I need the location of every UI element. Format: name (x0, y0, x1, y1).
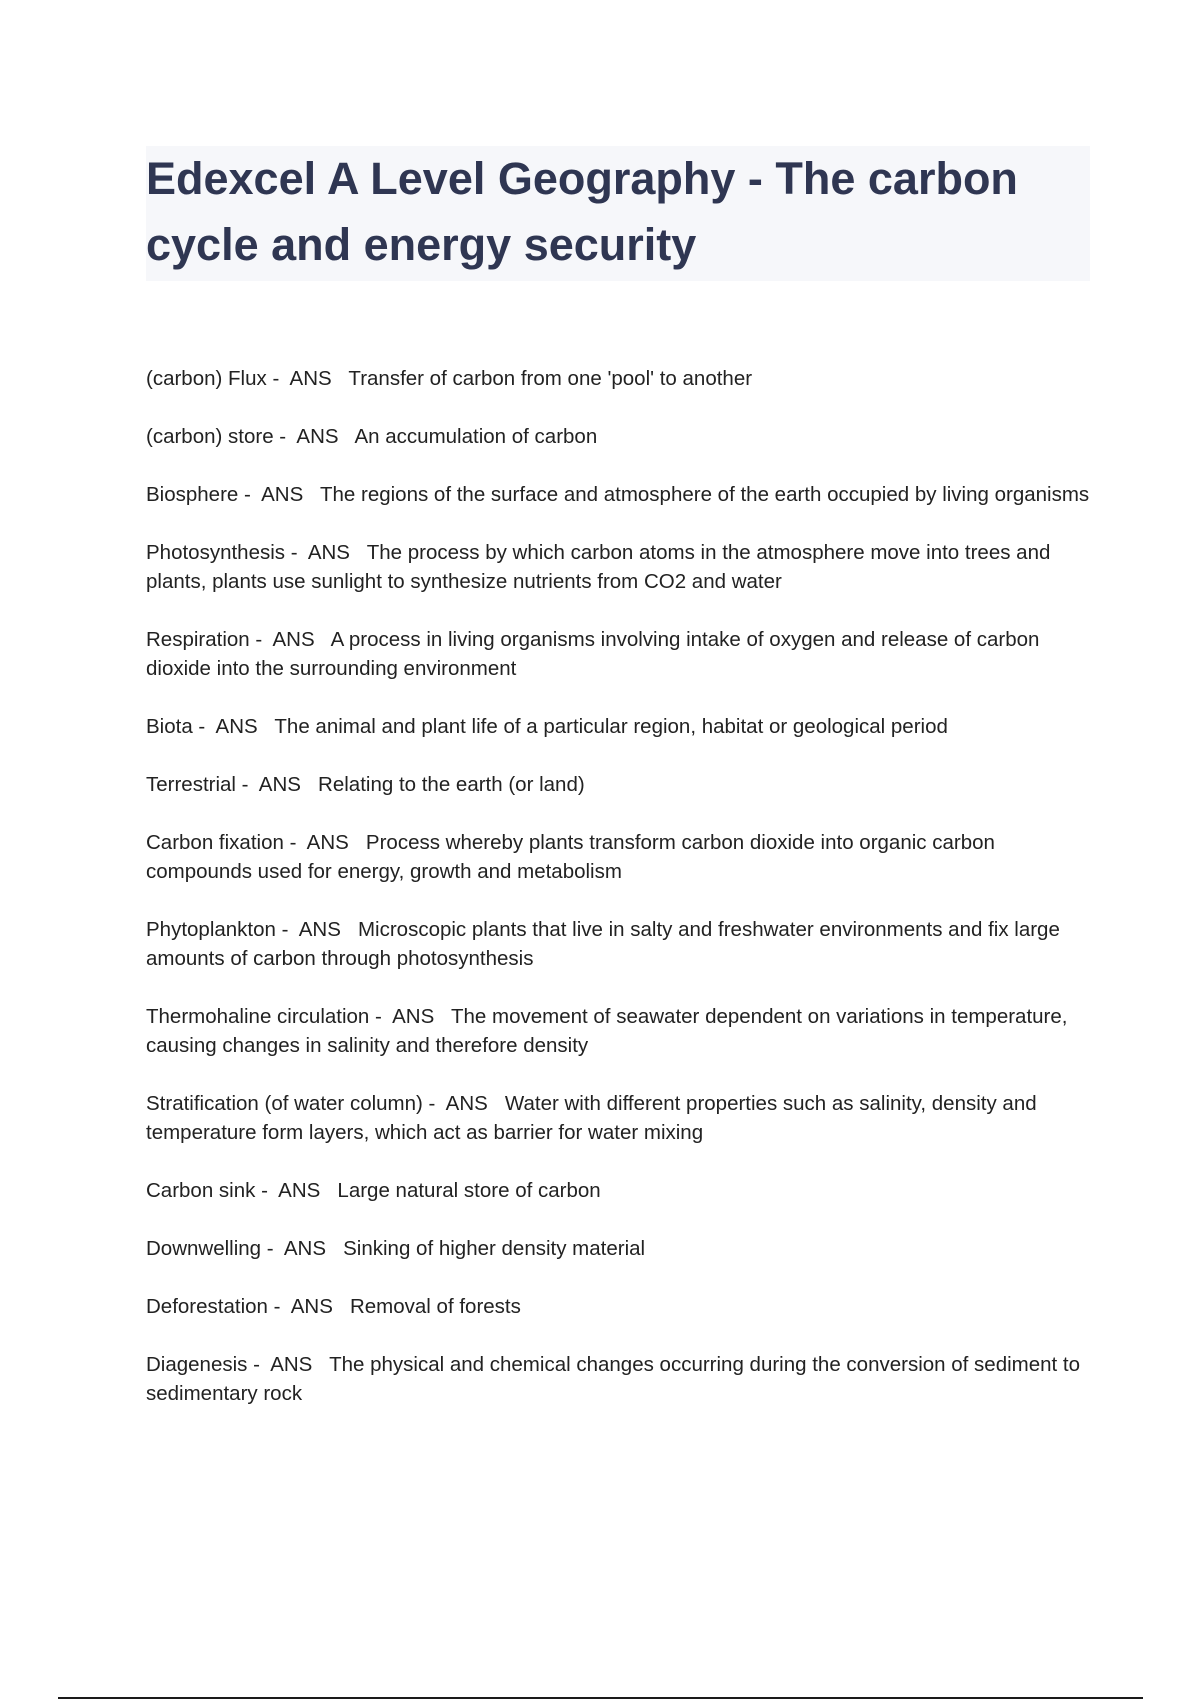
entry-definition: Microscopic plants that live in salty and freshwater environments and fix large amounts of carbon through photosynthesis (146, 918, 1066, 970)
entry-answer-marker: ANS (256, 483, 309, 506)
entry-term: Deforestation - (146, 1295, 287, 1318)
flashcard-entry (146, 1350, 1091, 1408)
entry-answer-marker: ANS (286, 1295, 339, 1318)
entry-answer-marker: ANS (279, 1237, 332, 1260)
flashcard-entry (146, 915, 1091, 973)
flashcard-entry (146, 1089, 1091, 1147)
flashcard-entry (146, 1234, 1091, 1263)
entry-term: (carbon) store - (146, 425, 292, 448)
entry-answer-marker: ANS (387, 1005, 440, 1028)
entry-answer-marker: ANS (291, 425, 345, 448)
entry-answer-marker: ANS (210, 715, 264, 738)
entry-definition: Water with different properties such as salinity, density and temperature form layers, which act as barrier for water mixing (146, 1092, 1043, 1144)
entry-term: Respiration - (146, 628, 268, 651)
flashcard-entry (146, 828, 1091, 886)
document-title: Edexcel A Level Geography - The carbon cycle and energy security (146, 153, 1018, 270)
flashcard-entry (146, 1002, 1091, 1060)
flashcard-entry (146, 1292, 1091, 1321)
entry-definition: The physical and chemical changes occurring during the conversion of sediment to sedimentary rock (146, 1353, 1086, 1405)
flashcard-entry (146, 1176, 1091, 1205)
entry-term: Photosynthesis - (146, 541, 304, 564)
entry-term: Carbon fixation - (146, 831, 303, 854)
entry-term: Terrestrial - (146, 773, 255, 796)
flashcard-entry (146, 538, 1091, 596)
entry-answer-marker: ANS (254, 773, 307, 796)
entry-term: (carbon) Flux - (146, 367, 285, 390)
entry-answer-marker: ANS (284, 367, 338, 390)
entry-term: Biota - (146, 715, 211, 738)
entry-answer-marker: ANS (303, 541, 356, 564)
entry-definition: The movement of seawater dependent on variations in temperature, causing changes in salinity and therefore density (146, 1005, 1074, 1057)
entry-definition: Large natural store of carbon (326, 1179, 601, 1202)
flashcard-list (146, 364, 1091, 1437)
entry-term: Stratification (of water column) - (146, 1092, 442, 1115)
entry-answer-marker: ANS (265, 1353, 319, 1376)
entry-answer-marker: ANS (441, 1092, 494, 1115)
flashcard-entry (146, 480, 1091, 509)
footer-divider (58, 1697, 1143, 1699)
entry-answer-marker: ANS (267, 628, 321, 651)
entry-term: Carbon sink - (146, 1179, 274, 1202)
flashcard-entry (146, 712, 1091, 741)
entry-answer-marker: ANS (302, 831, 355, 854)
entry-answer-marker: ANS (273, 1179, 327, 1202)
entry-term: Thermohaline circulation - (146, 1005, 388, 1028)
entry-definition: The animal and plant life of a particular region, habitat or geological period (263, 715, 948, 738)
entry-term: Phytoplankton - (146, 918, 295, 941)
entry-definition: Process whereby plants transform carbon dioxide into organic carbon compounds used for energy, growth and metabolism (146, 831, 1001, 883)
entry-term: Diagenesis - (146, 1353, 266, 1376)
entry-answer-marker: ANS (294, 918, 347, 941)
entry-term: Biosphere - (146, 483, 257, 506)
entry-definition: Transfer of carbon from one 'pool' to another (337, 367, 753, 390)
title-banner (146, 146, 1090, 281)
entry-definition: Removal of forests (338, 1295, 521, 1318)
flashcard-entry (146, 770, 1091, 799)
flashcard-entry (146, 364, 1091, 393)
entry-term: Downwelling - (146, 1237, 280, 1260)
entry-definition: Relating to the earth (or land) (306, 773, 585, 796)
flashcard-entry (146, 422, 1091, 451)
flashcard-entry (146, 625, 1091, 683)
entry-definition: Sinking of higher density material (331, 1237, 646, 1260)
entry-definition: The process by which carbon atoms in the atmosphere move into trees and plants, plants use sunlight to synthesize nutrients from CO2 and water (146, 541, 1057, 593)
entry-definition: A process in living organisms involving intake of oxygen and release of carbon dioxide into the surrounding environment (146, 628, 1046, 680)
entry-definition: An accumulation of carbon (344, 425, 598, 448)
entry-definition: The regions of the surface and atmosphere of the earth occupied by living organisms (308, 483, 1090, 506)
